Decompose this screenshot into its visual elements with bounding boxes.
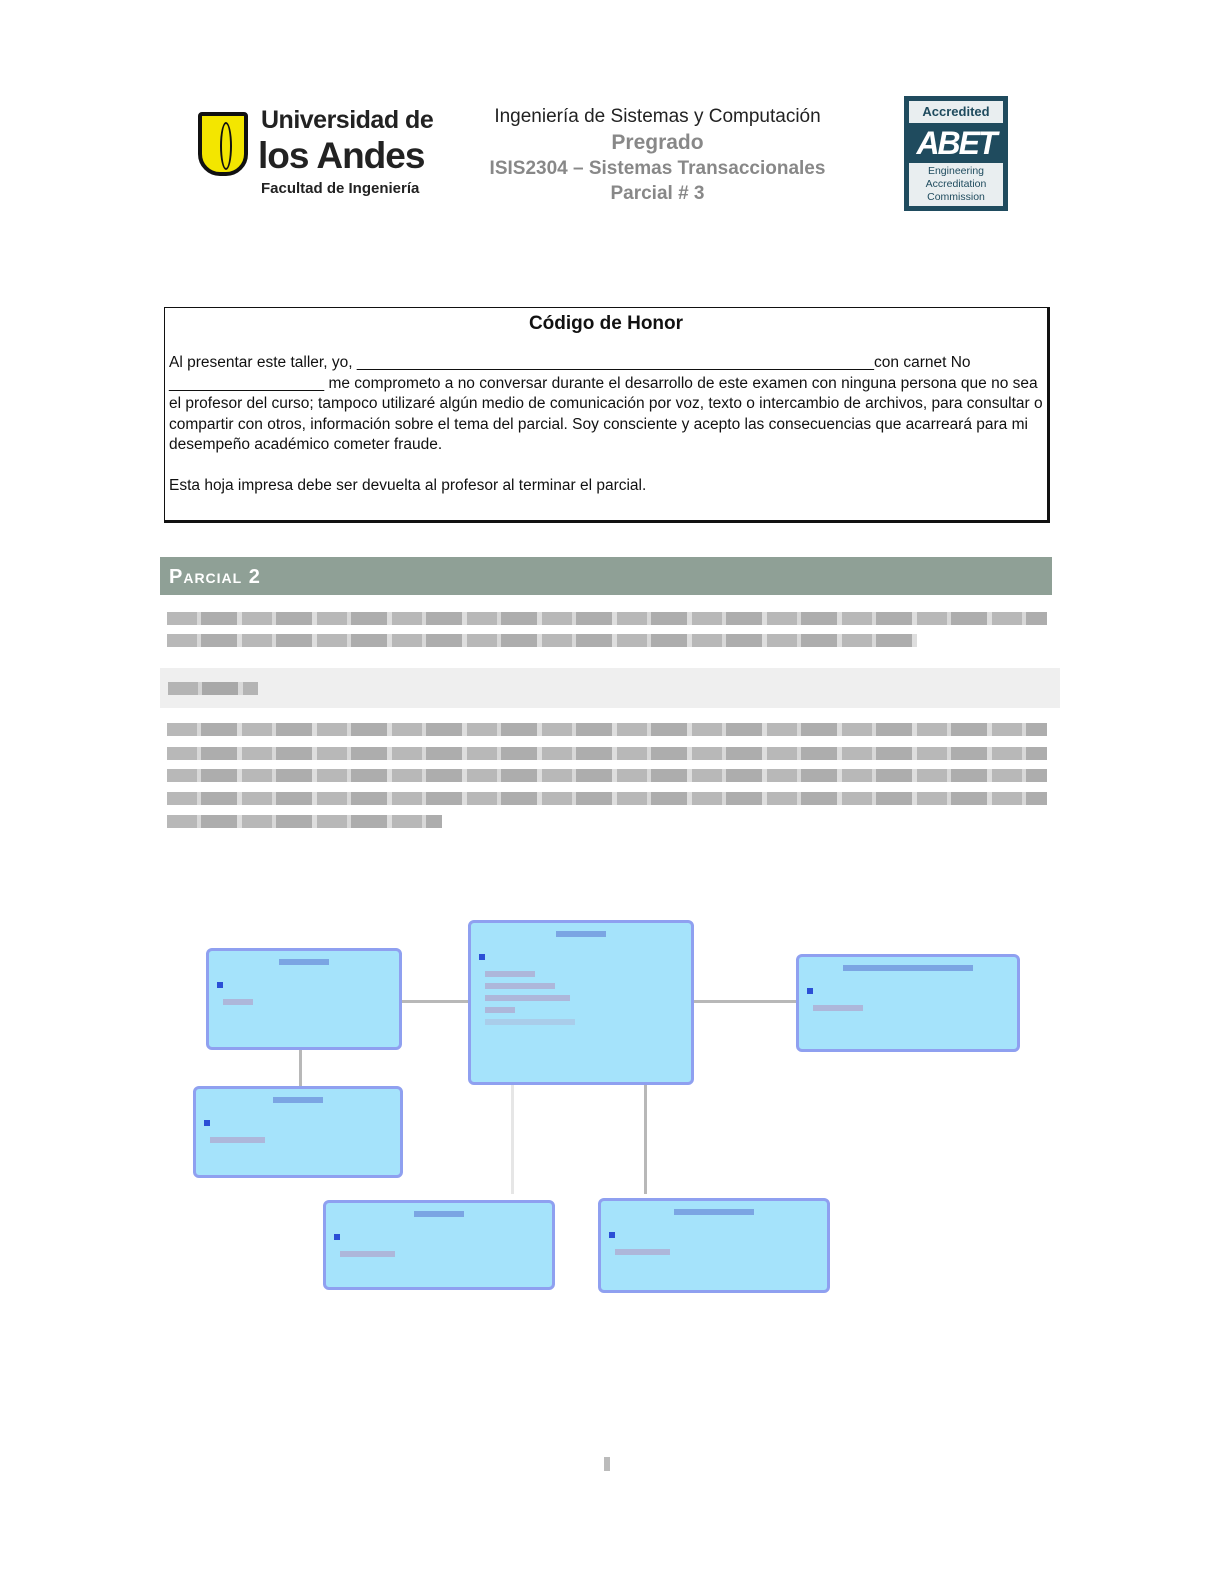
abet-top: Accredited (909, 101, 1003, 123)
logo-line-2: los Andes (258, 135, 425, 176)
entity-box (796, 954, 1020, 1052)
course: ISIS2304 – Sistemas Transaccionales (489, 158, 826, 179)
abet-bottom-3: Commission (927, 191, 985, 203)
entity-box (598, 1198, 830, 1293)
logo-line-1: Universidad de (261, 106, 434, 134)
abet-bottom-1: Engineering (927, 165, 985, 177)
entity-box (206, 948, 402, 1050)
honor-code-note: Esta hoja impresa debe ser devuelta al profesor al terminar el parcial. (169, 476, 647, 494)
abet-bottom-2: Accreditation (925, 178, 987, 190)
section-heading: Parcial 2 (160, 557, 1052, 595)
entity-box (468, 920, 694, 1085)
logo-line-3: Facultad de Ingeniería (261, 180, 420, 197)
exam-number: Parcial # 3 (610, 183, 705, 204)
honor-code-text: Al presentar este taller, yo, ____________________________________________________________con carnet No __________________ me comprometo a no conversar durante el desarrollo de este examen con ninguna persona que no sea el profesor del curso; tampoco utilizaré algún medio de comunicación por voz, texto o intercambio de archivos, para consultar o compartir con otros, información sobre el tema del parcial. Soy consciente y acepto las consecuencias que acarreará para mi desempeño académico cometer fraude. (169, 354, 1043, 453)
page-number (604, 1457, 610, 1471)
entity-box (193, 1086, 403, 1178)
department: Ingeniería de Sistemas y Computación (494, 106, 821, 127)
abet-mid: ABET (916, 125, 996, 161)
level: Pregrado (611, 131, 704, 154)
honor-code-title: Código de Honor (528, 313, 684, 334)
entity-box (323, 1200, 555, 1290)
